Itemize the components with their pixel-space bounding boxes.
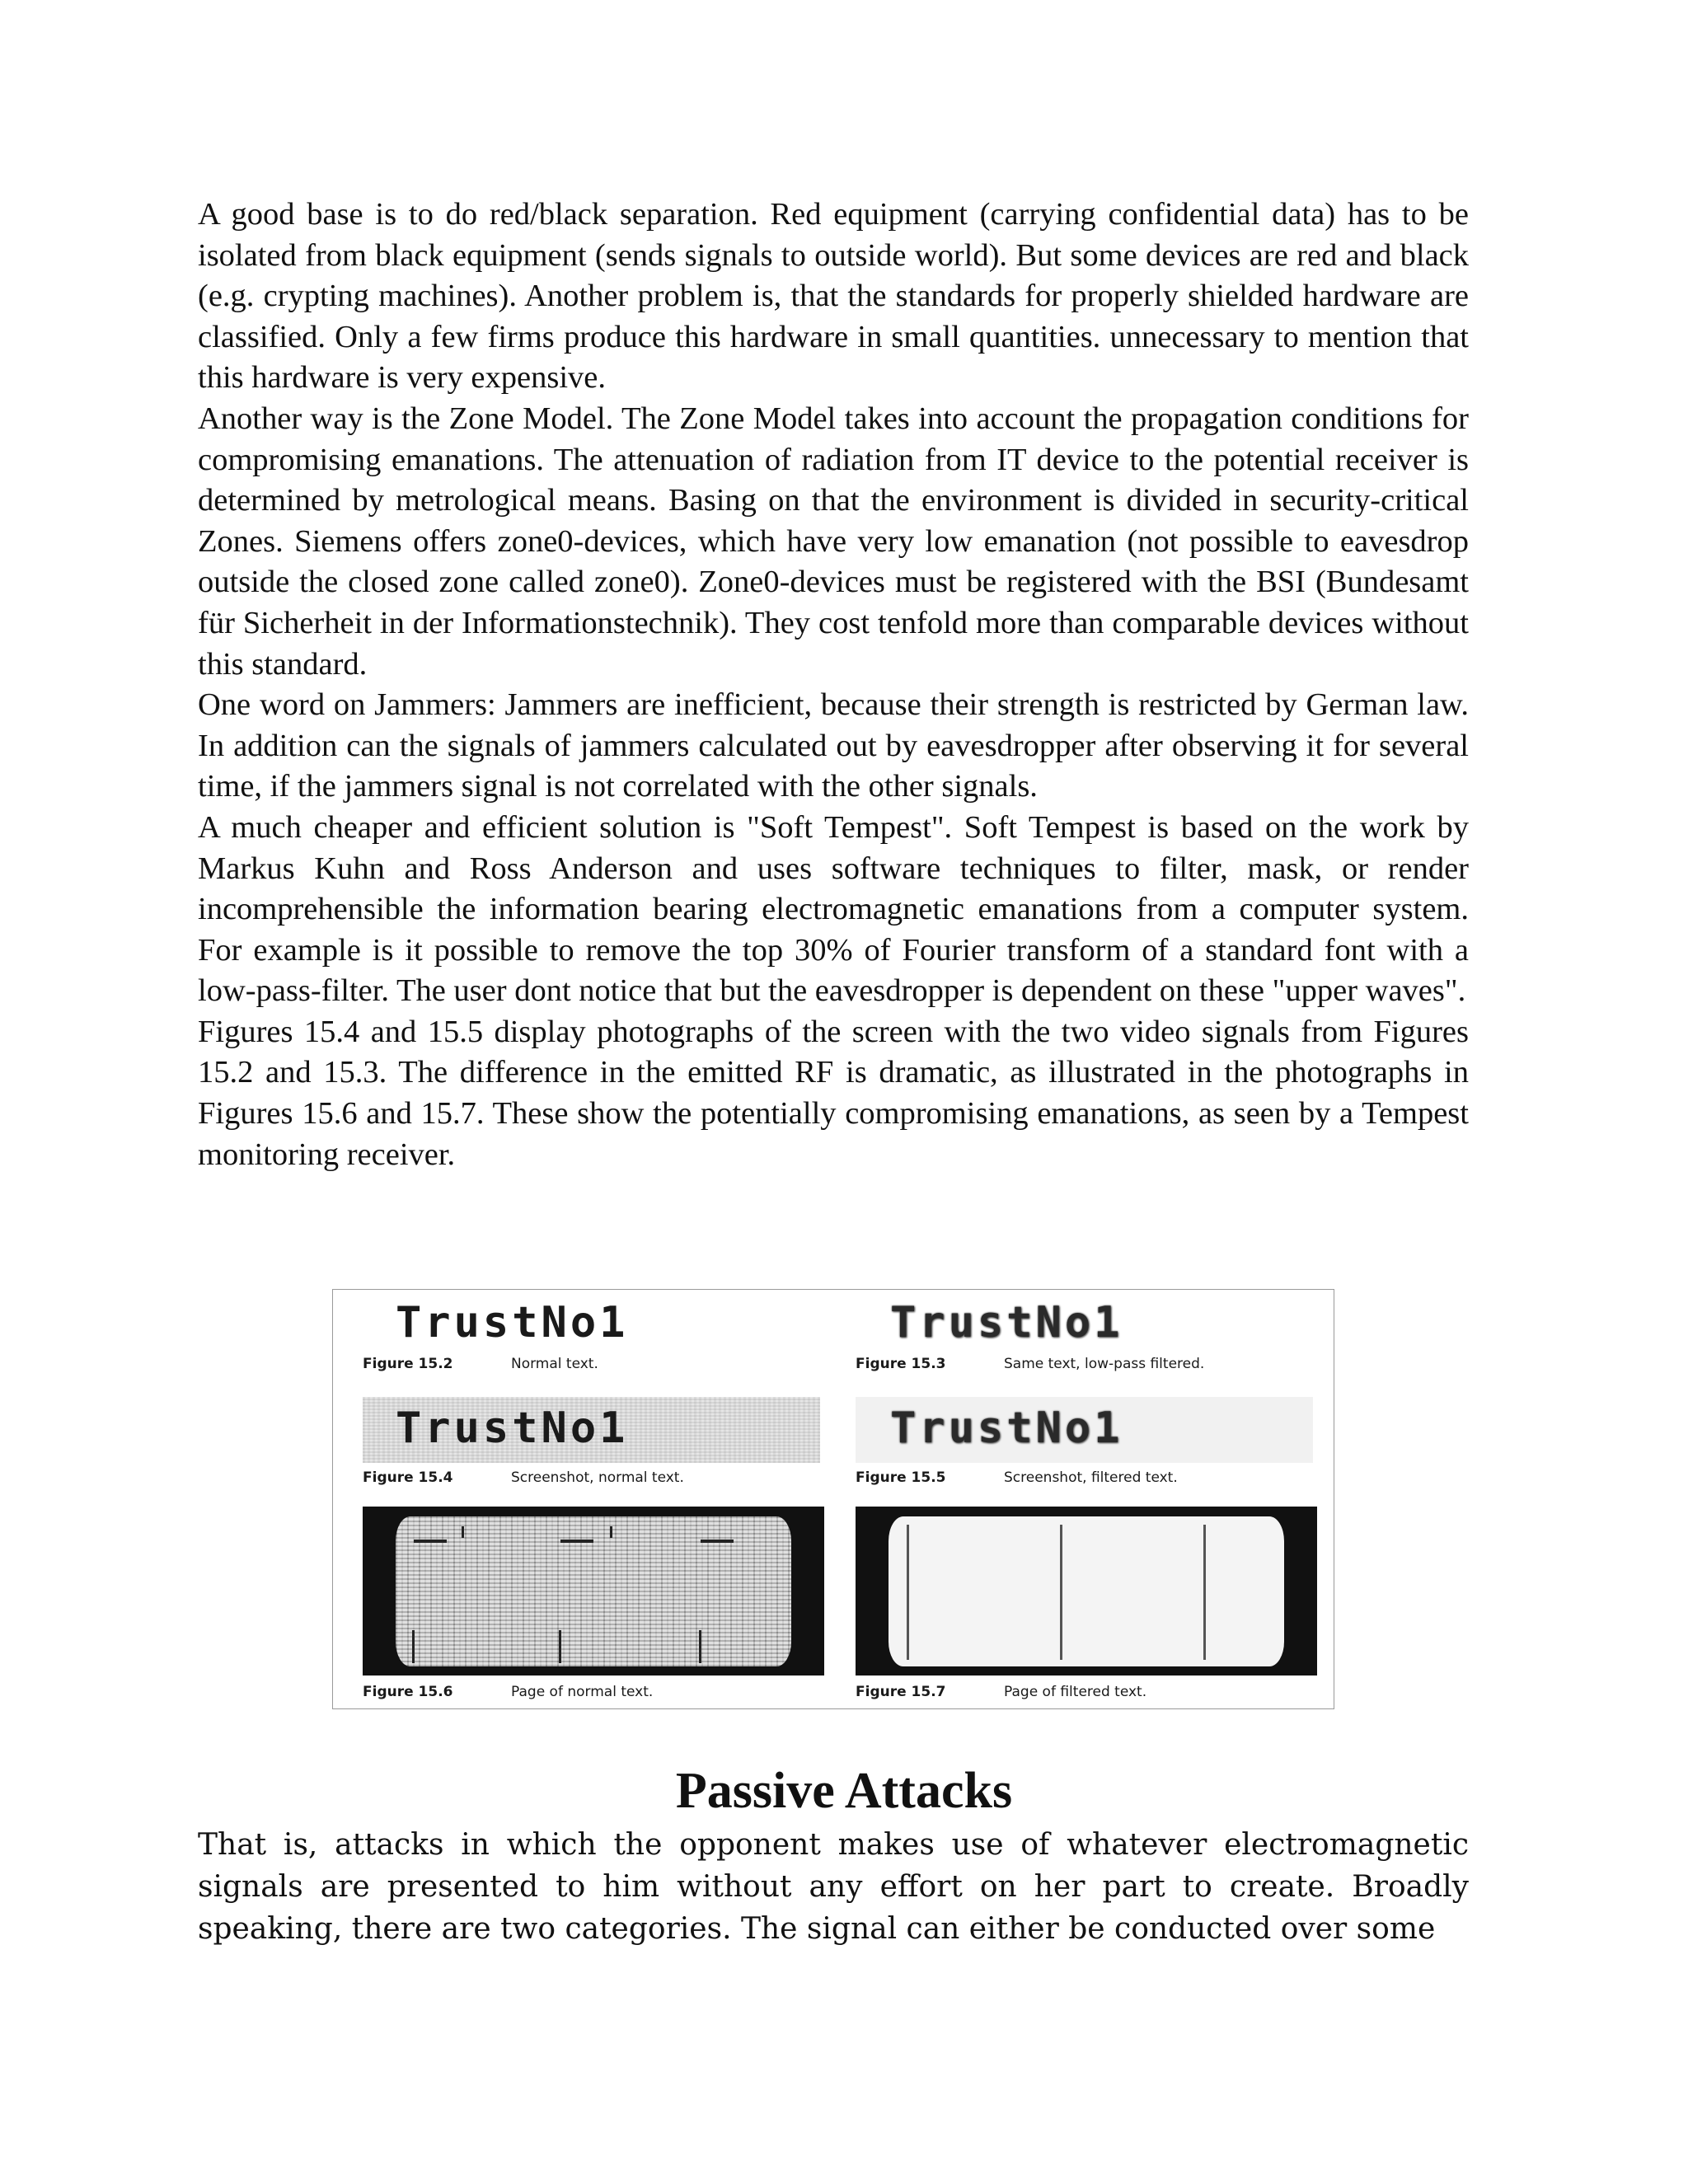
- figure-15-6-photo: [363, 1507, 824, 1675]
- section-heading: Passive Attacks: [675, 1763, 1013, 1819]
- figure-15-6-mark: [699, 1630, 701, 1663]
- paragraph-figures: Figures 15.4 and 15.5 display photographs of the screen with the two video signals from Figures 15.2 and 15.3. The difference in the emitted RF is dramatic, as illustrated in the photographs in Figures 15.6 and 15.7. These show the potentially compromising emanations, as seen by a Tempest monitoring receiver.: [198, 1014, 1469, 1172]
- figure-15-2-text: Normal text.: [511, 1356, 598, 1372]
- figure-15-7-line: [907, 1525, 909, 1660]
- figure-15-6-text: Page of normal text.: [511, 1684, 654, 1700]
- figure-15-6-mark: [560, 1540, 593, 1543]
- figure-15-4-text: Screenshot, normal text.: [511, 1469, 684, 1486]
- paragraph-red-black: A good base is to do red/black separation. Red equipment (carrying confidential data) has to be isolated from black equipment (sends signals to outside world). But some devices are red and black (e.g. crypting machines). Another problem is, that the standards for properly shielded hardware are classified. Only a few firms produce this hardware in small quantities. unnecessary to mention that this hardware is very expensive.: [198, 197, 1469, 396]
- figure-15-6-mark: [701, 1540, 734, 1543]
- figure-15-4-sample-text: TrustNo1: [396, 1404, 629, 1453]
- figure-15-2-caption: [363, 1356, 598, 1372]
- figure-15-6-mark: [559, 1630, 561, 1663]
- figure-15-5-caption: [856, 1469, 1178, 1486]
- figure-15-6-mark: [414, 1540, 447, 1543]
- figure-15-7-caption: [856, 1684, 1146, 1700]
- figure-15-3-number: Figure 15.3: [856, 1356, 946, 1372]
- figure-15-3-text: Same text, low-pass filtered.: [1004, 1356, 1205, 1372]
- figure-15-6-mark: [610, 1526, 612, 1538]
- figure-15-7-number: Figure 15.7: [856, 1684, 946, 1700]
- figure-15-6-caption: [363, 1684, 653, 1700]
- tempest-figures: [332, 1289, 1334, 1709]
- paragraph-jammers: One word on Jammers: Jammers are inefficient, because their strength is restricted by German law. In addition can the signals of jammers calculated out by eavesdropper after observing it for several time, if the jammers signal is not correlated with the other signals.: [198, 687, 1469, 804]
- figure-15-7-line: [1203, 1525, 1206, 1660]
- body-text: [198, 194, 1469, 1175]
- figure-15-6-number: Figure 15.6: [363, 1684, 453, 1700]
- section-paragraph: That is, attacks in which the opponent makes use of whatever electromagnetic signals are presented to him without any effort on her part to create. Broadly speaking, there are two categories. The signal can either be conducted over some: [198, 1828, 1469, 1946]
- figure-15-7-text: Page of filtered text.: [1004, 1684, 1147, 1700]
- figure-15-4-number: Figure 15.4: [363, 1469, 453, 1486]
- paragraph-soft-tempest: A much cheaper and efficient solution is "Soft Tempest". Soft Tempest is based on the work by Markus Kuhn and Ross Anderson and uses software techniques to filter, mask, or render incomprehensible the information bearing electromagnetic emanations from a computer system. For example is it possible to remove the top 30% of Fourier transform of a standard font with a low-pass-filter. The user dont notice that but the eavesdropper is dependent on these "upper waves".: [198, 809, 1469, 1009]
- figure-15-3-sample-text: TrustNo1: [890, 1298, 1123, 1347]
- figure-15-7-screen: [889, 1516, 1284, 1666]
- figure-15-5-number: Figure 15.5: [856, 1469, 946, 1486]
- figure-15-2-sample-text: TrustNo1: [396, 1298, 629, 1347]
- paragraph-zone-model: Another way is the Zone Model. The Zone Model takes into account the propagation conditions for compromising emanations. The attenuation of radiation from IT device to the potential receiver is determined by metrological means. Basing on that the environment is divided in security-critical Zones. Siemens offers zone0-devices, which have very low emanation (not possible to eavesdrop outside the closed zone called zone0). Zone0-devices must be registered with the BSI (Bundesamt für Sicherheit in der Informationstechnik). They cost tenfold more than comparable devices without this standard.: [198, 401, 1469, 682]
- figure-15-2-number: Figure 15.2: [363, 1356, 453, 1372]
- figure-15-6-mark: [462, 1526, 464, 1538]
- figure-15-6-mark: [412, 1630, 415, 1663]
- figure-15-7-photo: [856, 1507, 1317, 1675]
- figure-15-3-caption: [856, 1356, 1204, 1372]
- figure-15-4-caption: [363, 1469, 684, 1486]
- figure-15-7-line: [1060, 1525, 1062, 1660]
- figure-15-5-text: Screenshot, filtered text.: [1004, 1469, 1178, 1486]
- figure-15-5-sample-text: TrustNo1: [890, 1404, 1123, 1453]
